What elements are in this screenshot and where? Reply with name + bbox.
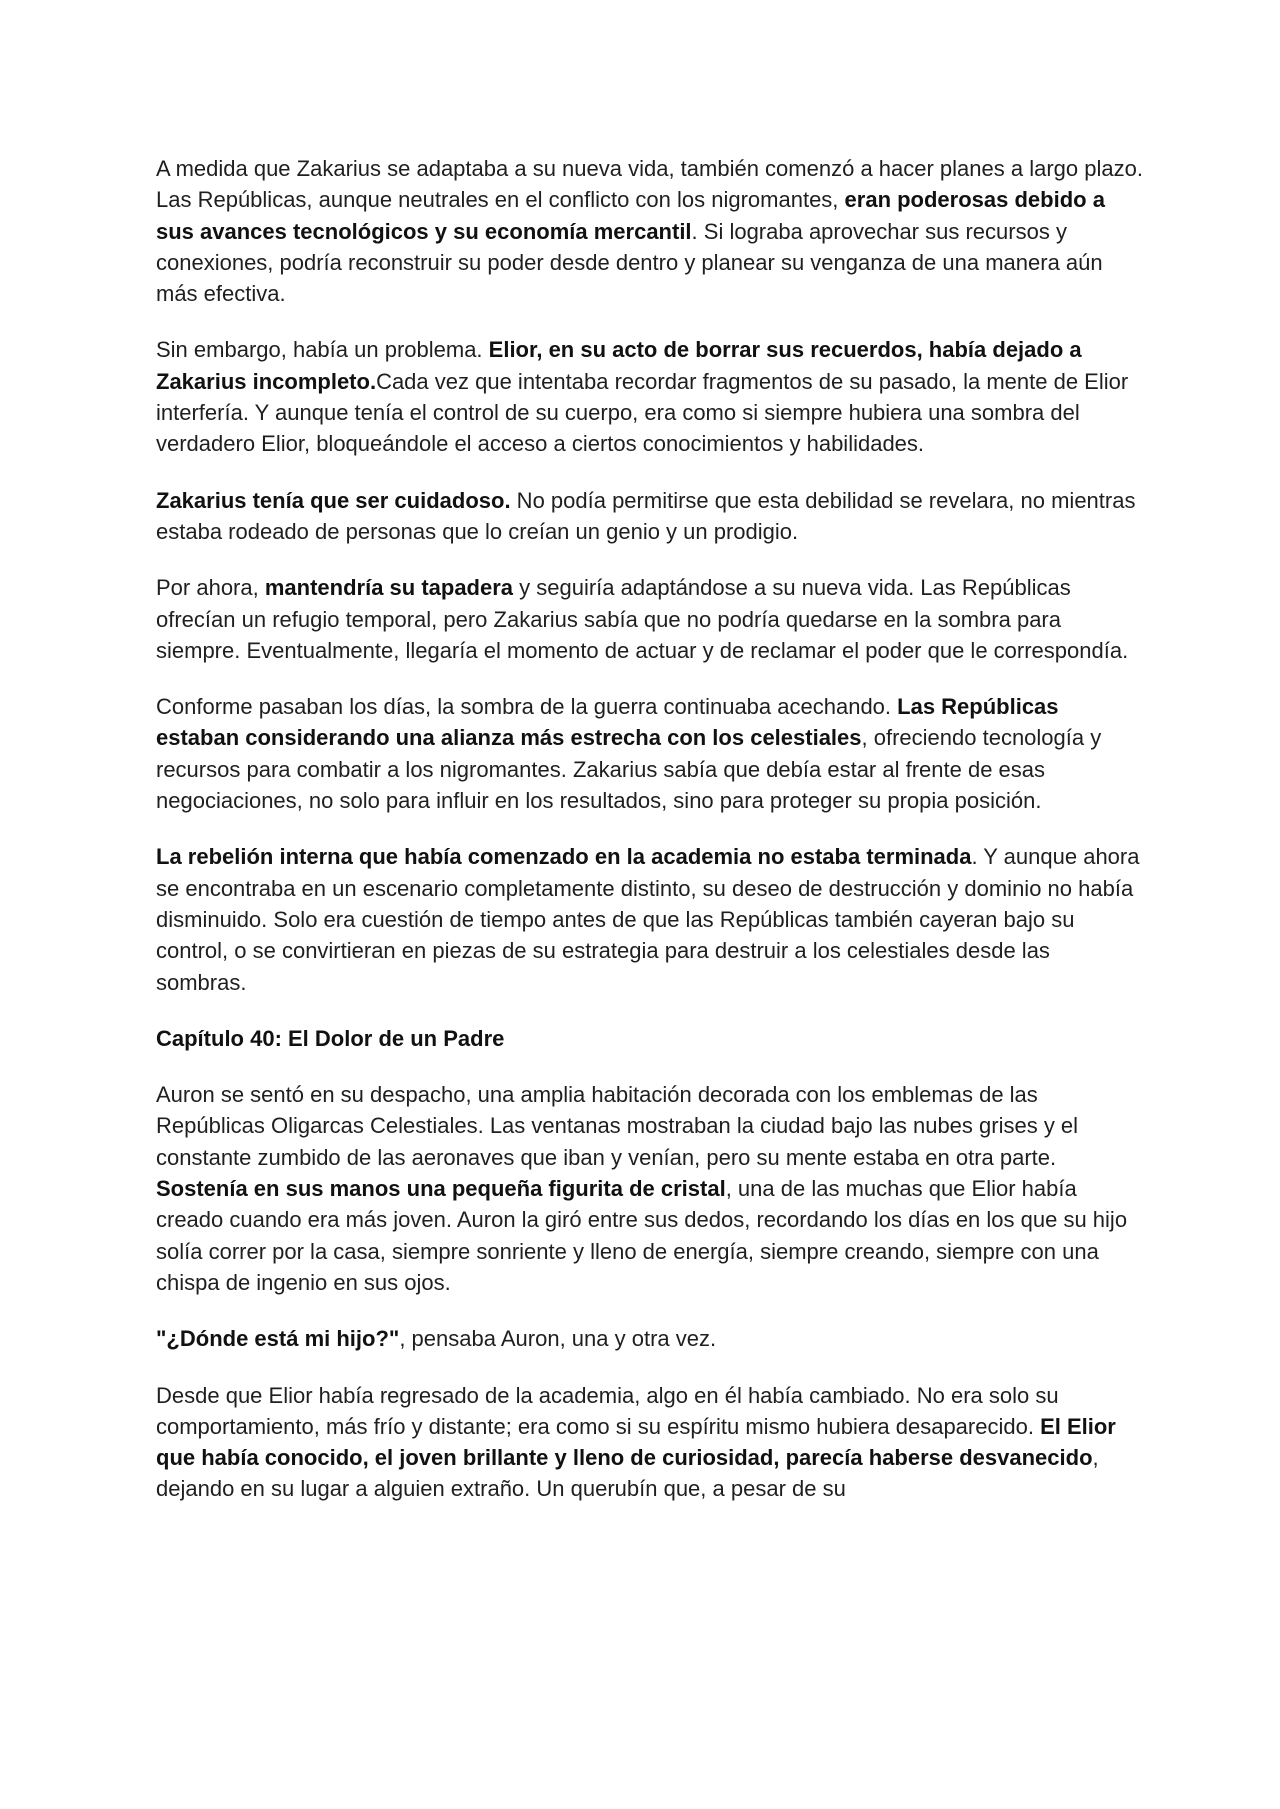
text-run: , una de las muchas que Elior había creado cuando era más joven. Auron la giró entre sus dedos, recordando los días en los que su hijo solía correr por la casa, siempre sonriente y lleno de energía, siempre creando, siempre con una chispa de ingenio en sus ojos. bbox=[156, 1176, 1128, 1295]
text-run: No podía permitirse que esta debilidad se revelara, no mientras estaba rodeado de personas que lo creían un genio y un prodigio. bbox=[156, 487, 1136, 544]
document-page bbox=[156, 153, 1146, 1530]
text-run: Por ahora, bbox=[156, 575, 265, 601]
bold-run: La rebelión interna que había comenzado en la academia no estaba terminada bbox=[156, 844, 972, 870]
text-run: . Y aunque ahora se encontraba en un escenario completamente distinto, su deseo de destrucción y dominio no había disminuido. Solo era cuestión de tiempo antes de que las Repúblicas también cayeran bajo su control, o se convirtieran en piezas de su estrategia para destruir a los celestiales desde las sombras. bbox=[156, 844, 1140, 995]
paragraph-4 bbox=[156, 572, 1146, 666]
text-run: , ofreciendo tecnología y recursos para combatir a los nigromantes. Zakarius sabía que debía estar al frente de esas negociaciones, no solo para influir en los resultados, sino para proteger su propia posición. bbox=[156, 725, 1102, 814]
paragraph-1 bbox=[156, 153, 1146, 309]
text-run: , dejando en su lugar a alguien extraño. Un querubín que, a pesar de su bbox=[156, 1445, 1099, 1502]
paragraph-2 bbox=[156, 334, 1146, 459]
text-run: Auron se sentó en su despacho, una amplia habitación decorada con los emblemas de las Repúblicas Oligarcas Celestiales. Las ventanas mostraban la ciudad bajo las nubes grises y el constante zumbido de las aeronaves que iban y venían, pero su mente estaba en otra parte. bbox=[156, 1082, 1079, 1170]
chapter-title: Capítulo 40: El Dolor de un Padre bbox=[156, 1025, 505, 1051]
bold-run: eran poderosas debido a sus avances tecnológicos y su economía mercantil bbox=[156, 187, 1105, 244]
bold-run: Zakarius tenía que ser cuidadoso. bbox=[156, 487, 511, 513]
text-run: , pensaba Auron, una y otra vez. bbox=[399, 1326, 717, 1352]
paragraph-3 bbox=[156, 485, 1146, 548]
text-run: y seguiría adaptándose a su nueva vida. Las Repúblicas ofrecían un refugio temporal, pero Zakarius sabía que no podría quedarse en la sombra para siempre. Eventualmente, llegaría el momento de actuar y de reclamar el poder que le correspondía. bbox=[156, 575, 1129, 663]
text-run: . Si lograba aprovechar sus recursos y conexiones, podría reconstruir su poder desde dentro y planear su venganza de una manera aún más efectiva. bbox=[156, 218, 1103, 307]
bold-run: El Elior que había conocido, el joven brillante y lleno de curiosidad, parecía haberse desvanecido bbox=[156, 1413, 1116, 1471]
text-run: Desde que Elior había regresado de la academia, algo en él había cambiado. No era solo su comportamiento, más frío y distante; era como si su espíritu mismo hubiera desaparecido. bbox=[156, 1382, 1059, 1439]
bold-run: Las Repúblicas estaban considerando una alianza más estrecha con los celestiales bbox=[156, 694, 1059, 751]
paragraph-7 bbox=[156, 1079, 1146, 1298]
text-run: Conforme pasaban los días, la sombra de la guerra continuaba acechando. bbox=[156, 694, 898, 720]
text-run: Cada vez que intentaba recordar fragmentos de su pasado, la mente de Elior interfería. Y aunque tenía el control de su cuerpo, era como si siempre hubiera una sombra del verdadero Elior, bloqueándole el acceso a ciertos conocimientos y habilidades. bbox=[156, 368, 1129, 457]
bold-run: "¿Dónde está mi hijo?" bbox=[156, 1326, 400, 1352]
paragraph-5 bbox=[156, 691, 1146, 816]
text-run: Sin embargo, había un problema. bbox=[156, 337, 489, 363]
bold-run: Elior, en su acto de borrar sus recuerdos, había dejado a Zakarius incompleto. bbox=[156, 337, 1082, 394]
text-run: A medida que Zakarius se adaptaba a su nueva vida, también comenzó a hacer planes a largo plazo. Las Repúblicas, aunque neutrales en el conflicto con los nigromantes, bbox=[156, 156, 1143, 213]
paragraph-6 bbox=[156, 841, 1146, 997]
bold-run: mantendría su tapadera bbox=[264, 575, 514, 601]
bold-run: Sostenía en sus manos una pequeña figurita de cristal bbox=[156, 1176, 726, 1202]
paragraph-9 bbox=[156, 1380, 1146, 1505]
paragraph-8 bbox=[156, 1323, 1146, 1354]
